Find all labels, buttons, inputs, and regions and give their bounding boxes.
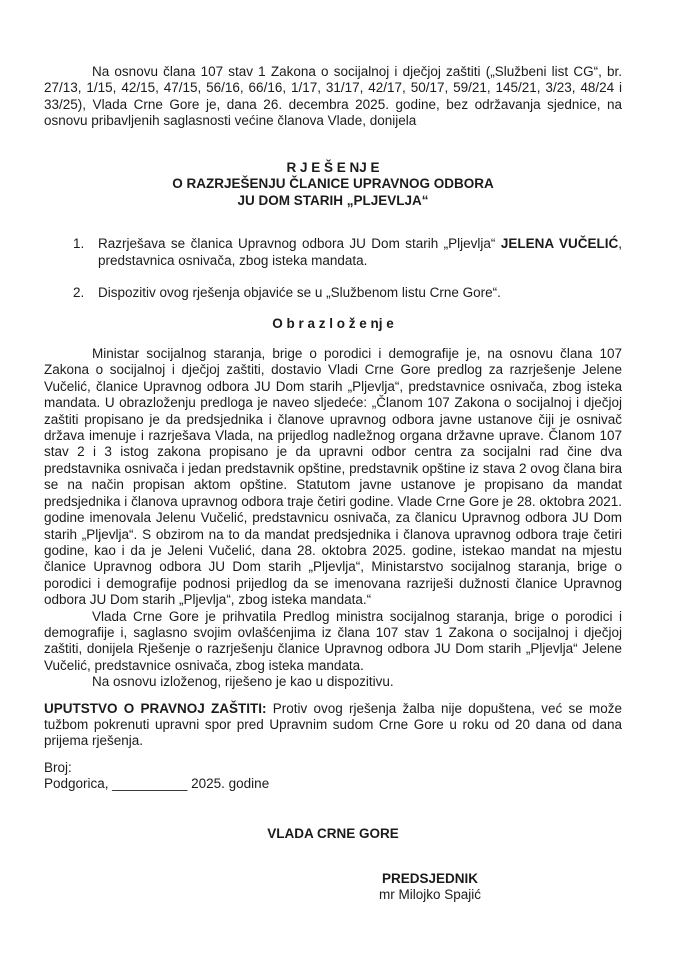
decision-title-line3: JU DOM STARIH „PLJEVLJA“ [237,192,429,208]
signature-block [330,871,530,904]
decision-title [44,160,622,210]
reasoning-paragraph-3: Na osnovu izloženog, riješeno je kao u dispozitivu. [92,674,394,690]
footer-meta [44,760,622,793]
decision-items [44,236,622,301]
legal-remedy-text: Protiv ovog rješenja žalba nije dopuštena, već se može tužbom pokrenuti upravni spor pred Upravnim sudom Crne Gore u roku od 20 dana od dana prijema rješenja. [44,700,622,749]
signature-name: mr Milojko Spajić [378,887,482,903]
list-item-1-number: 1. [73,236,85,252]
list-item-1-text-after: , predstavnica osnivača, zbog isteka mandata. [98,236,622,268]
place-date-line: Podgorica, __________ 2025. godine [44,776,270,792]
reasoning-paragraph-1: Ministar socijalnog staranja, brige o porodici i demografije je, na osnovu člana 107 Zakona o socijalnoj i dječjoj zaštiti, dostavio Vladi Crne Gore predlog za razrješenje Jelene Vučelić, članice Upravnog odbora JU Dom starih „Pljevlja“, predstavnice osnivača, zbog isteka mandata. U obrazloženju predloga je naveo sljedeće: „Članom 107 Zakona o socijalnoj i dječjoj zaštiti propisano je da predsjednika i članove upravnog odbora javne ustanove čiji je osnivač država imenuje i razrješava Vlada, na prijedlog nadležnog organa državne uprave. Članom 107 stav 2 i 3 istog zakona propisano je da upravni odbor centra za socijalni rad čine dva predstavnika osnivača i jedan predstavnik opštine, predstavnik opštine iz stava 2 ovog člana bira se na način propisan aktom opštine. Statutom javne ustanove je propisano da mandat predsjednika i članova upravnog odbora traje četiri godine. Vlade Crne Gore je 28. oktobra 2021. godine imenovala Jelenu Vučelić, predstavnicu osnivača, za članicu Upravnog odbora JU Dom starih „Pljevlja“. S obzirom na to da mandat predsjednika i članova upravnog odbora traje četiri godine, kao i da je Jeleni Vučelić, dana 28. oktobra 2025. godine, istekao mandat na mjestu članice Upravnog odbora JU Dom starih „Pljevlja“, Ministarstvo socijalnog staranja, brige o porodici i demografije podnosi prijedlog da se imenovana razriješi dužnosti članice Upravnog odbora JU Dom starih „Pljevlja“, zbog isteka mandata.“ [44,346,622,608]
list-item-2-text: Dispozitiv ovog rješenja objaviće se u „Službenom listu Crne Gore“. [98,285,501,301]
list-item-1 [73,236,622,269]
case-number-label: Broj: [44,759,72,775]
legal-remedy-notice [44,701,622,750]
decision-title-line1: R J E Š E NJ E [286,159,380,175]
intro-paragraph: Na osnovu člana 107 stav 1 Zakona o socijalnoj i dječjoj zaštiti („Službeni list CG“, br. 27/13, 1/15, 42/15, 47/15, 56/16, 66/16, 1/17, 31/17, 42/17, 50/17, 59/21, 145/21, 3/23, 48/24 i 33/25), Vlada Crne Gore je, dana 26. decembra 2025. godine, bez održavanja sjednice, na osnovu pribavljenih saglasnosti većine članova Vlade, donijela [44,64,622,129]
signature-title: PREDSJEDNIK [381,871,479,886]
list-item-2-number: 2. [73,285,85,301]
list-item-2 [73,285,622,301]
list-item-1-text [98,236,622,269]
list-item-1-text-before: Razrješava se članica Upravnog odbora JU Dom starih „Pljevlja“ [98,236,501,252]
dismissed-member-name: JELENA VUČELIĆ [500,236,619,252]
reasoning-heading: O b r a z l o ž e nj e [272,315,394,331]
government-heading: VLADA CRNE GORE [267,825,399,841]
legal-remedy-label: UPUTSTVO O PRAVNOJ ZAŠTITI: [44,700,267,716]
reasoning-paragraph-2: Vlada Crne Gore je prihvatila Predlog ministra socijalnog staranja, brige o porodici i demografije i, saglasno svojim ovlašćenjima iz člana 107 stav 1 Zakona o socijalnoj i dječjoj zaštiti, donijela Rješenje o razrješenju članice Upravnog odbora JU Dom starih „Pljevlja“ Jelene Vučelić, predstavnice osnivača, zbog isteka mandata. [44,608,622,673]
decision-title-line2: O RAZRJEŠENJU ČLANICE UPRAVNOG ODBORA [172,176,494,192]
